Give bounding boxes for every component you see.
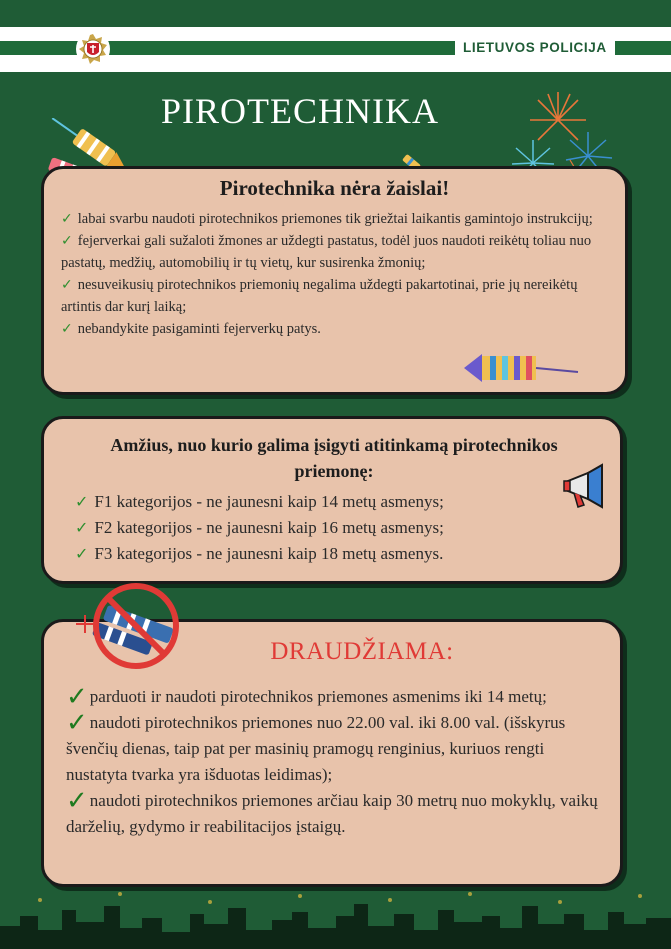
age-list: [75, 489, 444, 567]
list-item: ✓ naudoti pirotechnikos priemones nuo 22.00 val. iki 8.00 val. (išskyrus švenčių dienas, taip pat per masinių pramogų renginius, kuriuos rengti nustatyta tvarka yra išduotas leidimas);: [66, 708, 566, 784]
city-skyline: [0, 886, 671, 949]
police-emblem-icon: [76, 31, 110, 67]
prohibited-heading: DRAUDŽIAMA:: [270, 638, 454, 665]
check-icon: ✓: [75, 518, 89, 537]
safety-card: [41, 166, 628, 395]
list-item: ✓ nebandykite pasigaminti fejerverkų patys.: [61, 321, 321, 337]
age-heading: Amžius, nuo kurio galima įsigyti atitinkamą pirotechnikos priemonę:: [110, 435, 558, 481]
no-fireworks-icon: [72, 578, 202, 678]
check-icon: ✓: [66, 708, 88, 738]
check-icon: ✓: [61, 277, 73, 293]
check-icon: ✓: [75, 492, 89, 511]
firecracker-icon: [462, 352, 582, 386]
list-item: ✓ naudoti pirotechnikos priemones arčiau kaip 30 metrų nuo mokyklų, vaikų darželių, gydymo ir reabilitacijos įstaigų.: [66, 786, 598, 836]
list-item: ✓ F2 kategorijos - ne jaunesni kaip 16 metų asmenys;: [75, 518, 444, 537]
check-icon: ✓: [61, 233, 73, 249]
check-icon: ✓: [61, 211, 73, 227]
list-item: ✓ labai svarbu naudoti pirotechnikos priemones tik griežtai laikantis gamintojo instrukcijų;: [61, 211, 593, 227]
safety-list: [61, 208, 616, 340]
check-icon: ✓: [61, 321, 73, 337]
list-item: ✓ nesuveikusių pirotechnikos priemonių negalima uždegti pakartotinai, prie jų nereikėtų artintis dar kurį laiką;: [61, 277, 578, 315]
check-icon: ✓: [66, 786, 88, 816]
top-band: [0, 0, 671, 27]
list-item: ✓ parduoti ir naudoti pirotechnikos priemones asmenims iki 14 metų;: [66, 682, 547, 712]
prohibited-list: [66, 684, 606, 840]
check-icon: ✓: [66, 682, 88, 712]
list-item: ✓ fejerverkai gali sužaloti žmones ar uždegti pastatus, todėl juos naudoti reikėtų toliau nuo pastatų, medžių, automobilių ir tų vietų, kur susirenka žmonių;: [61, 233, 592, 271]
page-title: PIROTECHNIKA: [161, 91, 439, 131]
megaphone-icon: [562, 463, 610, 515]
brand-label: LIETUVOS POLICIJA: [455, 37, 615, 59]
list-item: ✓ F3 kategorijos - ne jaunesni kaip 18 metų asmenys.: [75, 544, 444, 563]
check-icon: ✓: [75, 544, 89, 563]
age-card: [41, 416, 623, 584]
safety-heading: Pirotechnika nėra žaislai!: [219, 176, 450, 200]
list-item: ✓ F1 kategorijos - ne jaunesni kaip 14 metų asmenys;: [75, 492, 444, 511]
